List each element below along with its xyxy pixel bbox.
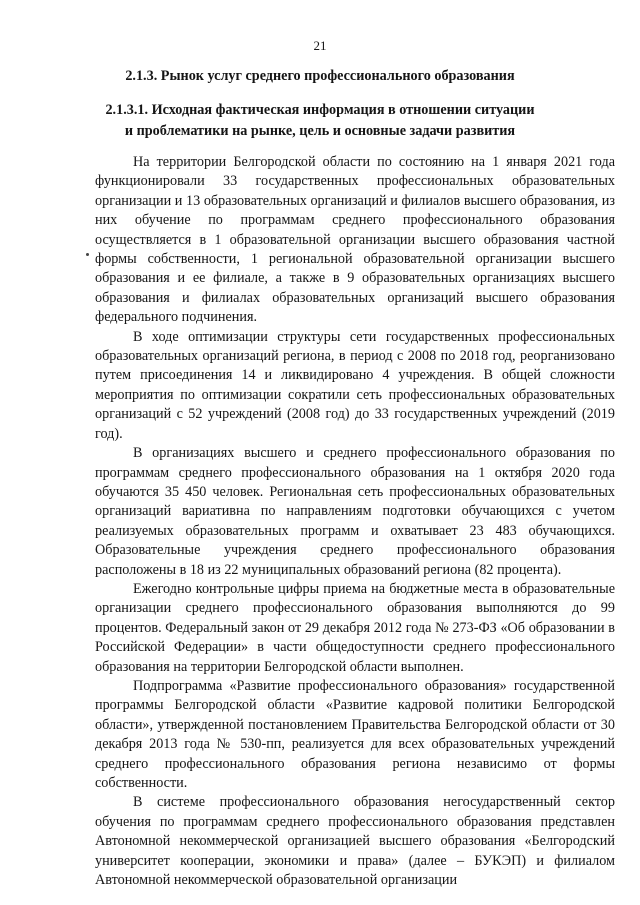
body-text: [95, 153, 615, 890]
paragraph-students: В организациях высшего и среднего профессионального образования по программам среднего профессионального образования на 1 октября 2020 года обучаются 35 450 человек. Региональная сеть профессиональных образовательных организаций вариативна по направлениям подготовки обучающихся с учетом реализуемых образовательных программ и охватывает 23 483 обучающихся. Образовательные учреждения среднего профессионального образования расположены в 18 из 22 муниципальных образований региона (82 процента).: [95, 445, 615, 578]
paragraph-subprogram: Подпрограмма «Развитие профессионального образования» государственной программы Белгородской области «Развитие кадровой политики Белгородской области», утвержденной постановлением Правительства Белгородской области от 30 декабря 2013 года № 530-пп, реализуется для всех образовательных учреждений среднего профессионального образования региона независимо от формы собственности.: [95, 677, 615, 791]
section-heading: 2.1.3. Рынок услуг среднего профессионального образования: [125, 68, 515, 84]
scan-artifact-dot: [86, 253, 89, 256]
subsection-heading-line-2: и проблематики на рынке, цель и основные задачи развития: [124, 123, 516, 139]
paragraph-organizations: На территории Белгородской области по состоянию на 1 января 2021 года функционировали 33 государственных профессиональных образовательных организации и 13 образовательных организаций и филиалов высшего образования, из них обучение по программам среднего профессионального образования осуществляется в 1 образовательной организации высшего образования частной формы собственности, 1 региональной образовательной организации высшего образования и ее филиале, а также в 9 образовательных организациях высшего образования и филиалах образовательных организаций высшего образования федерального подчинения.: [95, 154, 615, 326]
paragraph-admission: Ежегодно контрольные цифры приема на бюджетные места в образовательные организации среднего профессионального образования выполняются до 99 процентов. Федеральный закон от 29 декабря 2012 года № 273-ФЗ «Об образовании в Российской Федерации» в части общедоступности среднего профессионального образования на территории Белгородской области выполнен.: [95, 580, 615, 675]
paragraph-private-sector: В системе профессионального образования негосударственный сектор обучения по программам среднего профессионального образования представлен Автономной некоммерческой организацией высшего образования «Белгородский университет кооперации, экономики и права» (далее – БУКЭП) и филиалом Автономной некоммерческой образовательной организации: [95, 794, 615, 889]
subsection-heading-line-1: 2.1.3.1. Исходная фактическая информация в отношении ситуации: [105, 102, 535, 118]
page-number: 21: [313, 38, 327, 53]
subsection-heading: [0, 100, 640, 142]
paragraph-optimization: В ходе оптимизации структуры сети государственных профессиональных образовательных организаций региона, в период с 2008 по 2018 год, реорганизовано путем присоединения 14 и ликвидировано 4 учреждения. В общей сложности мероприятия по оптимизации сократили сеть профессиональных образовательных организаций с 52 учреждений (2008 год) до 33 государственных учреждений (2019 год).: [95, 328, 615, 442]
